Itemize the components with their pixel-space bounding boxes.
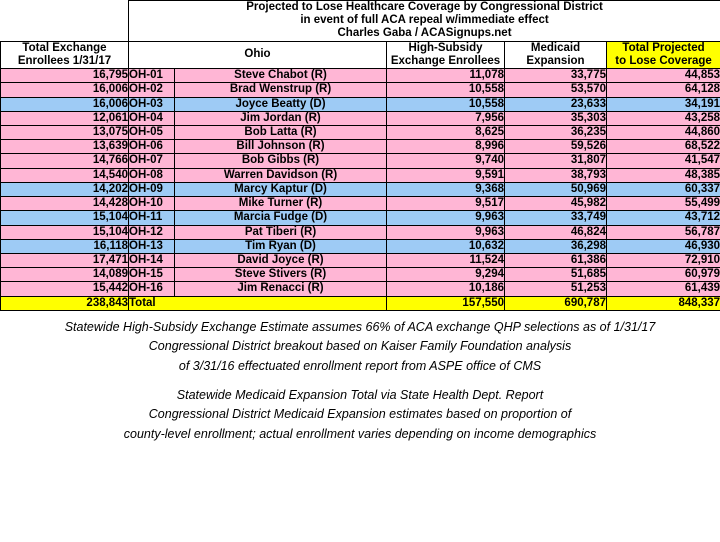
table-row <box>1 225 720 239</box>
cell-high-subsidy: 10,558 <box>387 97 505 111</box>
cell-total-projected: 72,910 <box>607 253 720 267</box>
cell-total-projected: 43,712 <box>607 211 720 225</box>
cell-district: OH-03 <box>129 97 175 111</box>
cell-representative: Mike Turner (R) <box>175 197 387 211</box>
header-high-line-2: Exchange Enrollees <box>390 54 501 67</box>
cell-high-subsidy: 10,632 <box>387 239 505 253</box>
cell-total-projected: 60,337 <box>607 182 720 196</box>
cell-representative: Marcy Kaptur (D) <box>175 182 387 196</box>
header-state-name: Ohio <box>129 41 387 68</box>
cell-district: OH-04 <box>129 111 175 125</box>
cell-total-projected: 44,860 <box>607 125 720 139</box>
cell-district: OH-06 <box>129 140 175 154</box>
cell-representative: David Joyce (R) <box>175 253 387 267</box>
cell-district: OH-01 <box>129 69 175 83</box>
cell-representative: Bob Latta (R) <box>175 125 387 139</box>
total-projected: 848,337 <box>607 296 720 310</box>
table-row <box>1 111 720 125</box>
cell-total-projected: 46,930 <box>607 239 720 253</box>
cell-representative: Bill Johnson (R) <box>175 140 387 154</box>
cell-total-exchange-enrollees: 12,061 <box>1 111 129 125</box>
cell-total-exchange-enrollees: 14,428 <box>1 197 129 211</box>
cell-total-projected: 68,522 <box>607 140 720 154</box>
cell-district: OH-02 <box>129 83 175 97</box>
table-row <box>1 125 720 139</box>
title-line-1: Projected to Lose Healthcare Coverage by Congressional District <box>246 1 603 13</box>
cell-representative: Steve Stivers (R) <box>175 268 387 282</box>
cell-medicaid-expansion: 46,824 <box>505 225 607 239</box>
cell-total-projected: 56,787 <box>607 225 720 239</box>
total-medicaid-expansion: 690,787 <box>505 296 607 310</box>
cell-high-subsidy: 9,740 <box>387 154 505 168</box>
cell-total-exchange-enrollees: 14,202 <box>1 182 129 196</box>
table-row <box>1 282 720 296</box>
header-medicaid-line-1: Medicaid <box>530 41 581 54</box>
cell-representative: Brad Wenstrup (R) <box>175 83 387 97</box>
cell-total-exchange-enrollees: 15,104 <box>1 211 129 225</box>
cell-medicaid-expansion: 45,982 <box>505 197 607 211</box>
cell-representative: Bob Gibbs (R) <box>175 154 387 168</box>
cell-medicaid-expansion: 59,526 <box>505 140 607 154</box>
footnote-4: Statewide Medicaid Expansion Total via State Health Dept. Report <box>176 387 544 402</box>
cell-representative: Steve Chabot (R) <box>175 69 387 83</box>
cell-high-subsidy: 11,078 <box>387 69 505 83</box>
cell-total-exchange-enrollees: 16,006 <box>1 83 129 97</box>
table-total-row <box>1 296 720 310</box>
cell-district: OH-10 <box>129 197 175 211</box>
cell-total-projected: 60,979 <box>607 268 720 282</box>
cell-medicaid-expansion: 33,775 <box>505 69 607 83</box>
cell-total-projected: 48,385 <box>607 168 720 182</box>
cell-total-exchange-enrollees: 15,442 <box>1 282 129 296</box>
cell-medicaid-expansion: 53,570 <box>505 83 607 97</box>
cell-representative: Jim Jordan (R) <box>175 111 387 125</box>
footnote-5: Congressional District Medicaid Expansion estimates based on proportion of <box>148 407 572 422</box>
cell-total-exchange-enrollees: 16,795 <box>1 69 129 83</box>
cell-total-exchange-enrollees: 17,471 <box>1 253 129 267</box>
cell-district: OH-05 <box>129 125 175 139</box>
table-row <box>1 268 720 282</box>
table-row <box>1 140 720 154</box>
table-row <box>1 211 720 225</box>
cell-total-exchange-enrollees: 16,118 <box>1 239 129 253</box>
cell-medicaid-expansion: 36,298 <box>505 239 607 253</box>
footnotes <box>0 311 720 444</box>
cell-medicaid-expansion: 38,793 <box>505 168 607 182</box>
title-row <box>1 1 720 42</box>
table-row <box>1 83 720 97</box>
cell-total-exchange-enrollees: 14,089 <box>1 268 129 282</box>
title-line-3: Charles Gaba / ACASignups.net <box>337 27 512 40</box>
cell-high-subsidy: 10,558 <box>387 83 505 97</box>
table-header-row <box>1 41 720 68</box>
cell-high-subsidy: 8,996 <box>387 140 505 154</box>
cell-total-projected: 41,547 <box>607 154 720 168</box>
cell-total-projected: 55,499 <box>607 197 720 211</box>
cell-total-exchange-enrollees: 16,006 <box>1 97 129 111</box>
header-high-line-1: High-Subsidy <box>408 41 483 54</box>
header-enrollees-line-2: Enrollees 1/31/17 <box>17 54 112 67</box>
cell-representative: Warren Davidson (R) <box>175 168 387 182</box>
cell-medicaid-expansion: 31,807 <box>505 154 607 168</box>
header-total-line-1: Total Projected <box>622 41 705 54</box>
cell-district: OH-13 <box>129 239 175 253</box>
footnote-3: of 3/31/16 effectuated enrollment report from ASPE office of CMS <box>178 358 542 373</box>
header-high-subsidy <box>387 41 505 68</box>
header-total-line-2: to Lose Coverage <box>615 54 712 67</box>
footnote-gap <box>0 376 720 386</box>
cell-representative: Marcia Fudge (D) <box>175 211 387 225</box>
table-row <box>1 97 720 111</box>
cell-district: OH-08 <box>129 168 175 182</box>
cell-district: OH-12 <box>129 225 175 239</box>
cell-medicaid-expansion: 50,969 <box>505 182 607 196</box>
cell-representative: Pat Tiberi (R) <box>175 225 387 239</box>
cell-medicaid-expansion: 35,303 <box>505 111 607 125</box>
cell-total-exchange-enrollees: 15,104 <box>1 225 129 239</box>
cell-high-subsidy: 9,368 <box>387 182 505 196</box>
cell-total-projected: 44,853 <box>607 69 720 83</box>
cell-high-subsidy: 9,517 <box>387 197 505 211</box>
cell-total-projected: 64,128 <box>607 83 720 97</box>
cell-high-subsidy: 9,294 <box>387 268 505 282</box>
cell-high-subsidy: 8,625 <box>387 125 505 139</box>
cell-district: OH-15 <box>129 268 175 282</box>
footnote-6: county-level enrollment; actual enrollment varies depending on income demographics <box>123 426 597 441</box>
cell-medicaid-expansion: 36,235 <box>505 125 607 139</box>
cell-total-projected: 43,258 <box>607 111 720 125</box>
table-row <box>1 154 720 168</box>
cell-medicaid-expansion: 51,253 <box>505 282 607 296</box>
cell-total-exchange-enrollees: 14,766 <box>1 154 129 168</box>
table-row <box>1 182 720 196</box>
table-row <box>1 197 720 211</box>
cell-medicaid-expansion: 33,749 <box>505 211 607 225</box>
cell-total-exchange-enrollees: 14,540 <box>1 168 129 182</box>
header-medicaid-expansion <box>505 41 607 68</box>
cell-high-subsidy: 7,956 <box>387 111 505 125</box>
page-title <box>129 1 720 42</box>
cell-medicaid-expansion: 51,685 <box>505 268 607 282</box>
total-enrollees: 238,843 <box>1 296 129 310</box>
footnote-2: Congressional District breakout based on Kaiser Family Foundation analysis <box>148 339 572 354</box>
cell-high-subsidy: 9,963 <box>387 211 505 225</box>
cell-district: OH-14 <box>129 253 175 267</box>
cell-district: OH-09 <box>129 182 175 196</box>
title-line-2: in event of full ACA repeal w/immediate effect <box>300 14 549 27</box>
cell-representative: Tim Ryan (D) <box>175 239 387 253</box>
header-enrollees-line-1: Total Exchange <box>22 41 107 54</box>
header-total-projected <box>607 41 720 68</box>
cell-high-subsidy: 10,186 <box>387 282 505 296</box>
total-high-subsidy: 157,550 <box>387 296 505 310</box>
cell-total-exchange-enrollees: 13,075 <box>1 125 129 139</box>
title-spacer <box>1 1 129 42</box>
cell-medicaid-expansion: 23,633 <box>505 97 607 111</box>
header-total-exchange-enrollees <box>1 41 129 68</box>
footnote-1: Statewide High-Subsidy Exchange Estimate assumes 66% of ACA exchange QHP selections as of 1/31/17 <box>64 319 656 334</box>
cell-district: OH-11 <box>129 211 175 225</box>
cell-district: OH-07 <box>129 154 175 168</box>
table-row <box>1 69 720 83</box>
cell-representative: Joyce Beatty (D) <box>175 97 387 111</box>
table-row <box>1 239 720 253</box>
cell-total-exchange-enrollees: 13,639 <box>1 140 129 154</box>
total-label: Total <box>129 296 387 310</box>
table-row <box>1 253 720 267</box>
cell-total-projected: 61,439 <box>607 282 720 296</box>
table-row <box>1 168 720 182</box>
header-medicaid-line-2: Expansion <box>526 54 585 67</box>
cell-high-subsidy: 9,591 <box>387 168 505 182</box>
cell-district: OH-16 <box>129 282 175 296</box>
cell-medicaid-expansion: 61,386 <box>505 253 607 267</box>
cell-high-subsidy: 11,524 <box>387 253 505 267</box>
cell-representative: Jim Renacci (R) <box>175 282 387 296</box>
cell-total-projected: 34,191 <box>607 97 720 111</box>
cell-high-subsidy: 9,963 <box>387 225 505 239</box>
